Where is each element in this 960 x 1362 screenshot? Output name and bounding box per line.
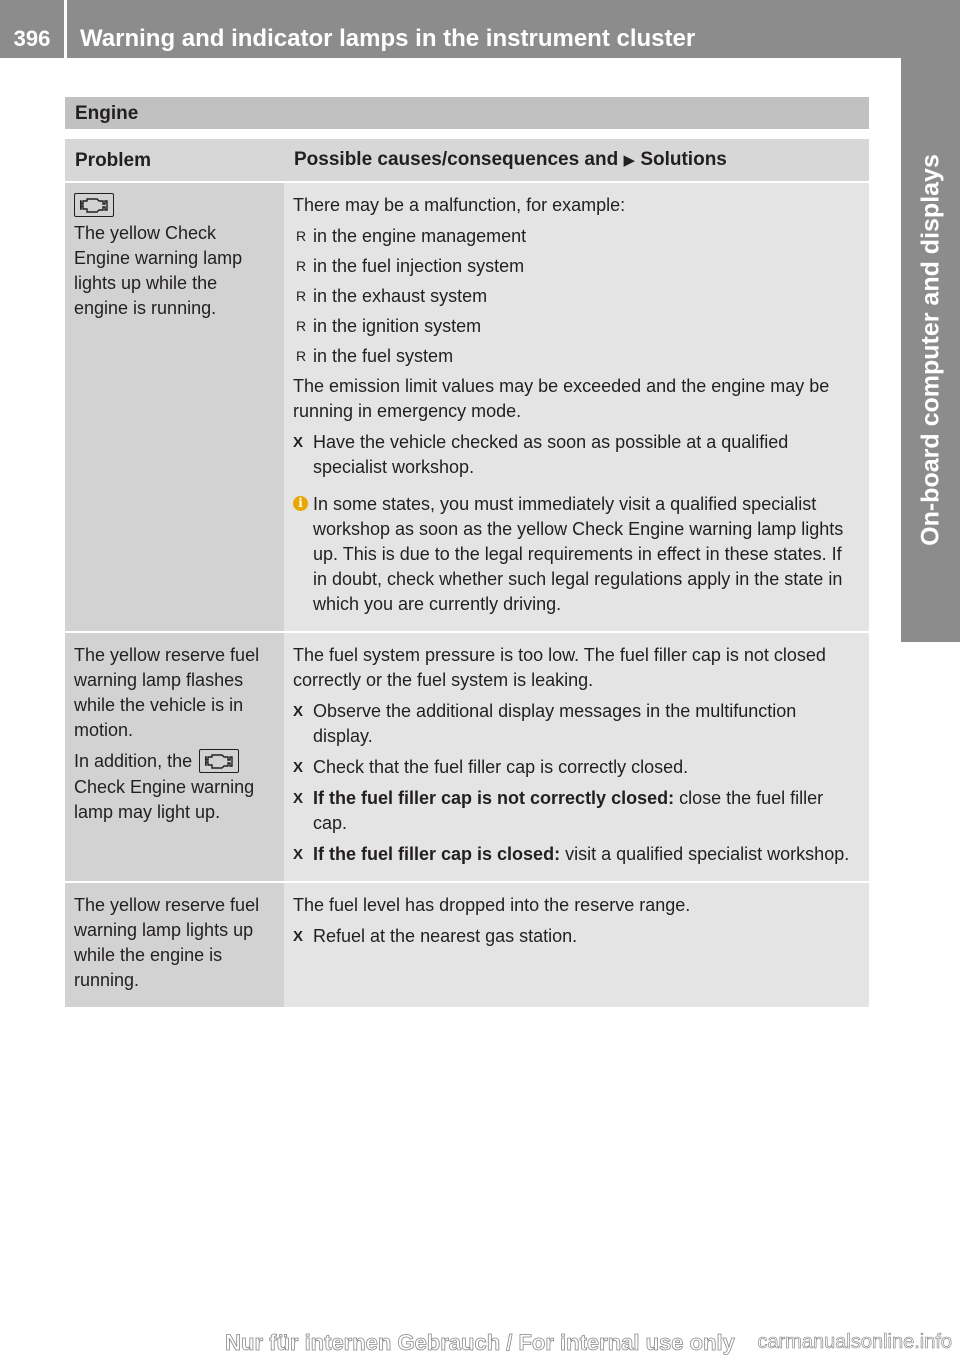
problem-note: In addition, the Check Engine warning lamp may light up. [74, 751, 255, 823]
solution-cell [284, 882, 869, 1007]
solution-cell [284, 182, 869, 632]
column-headers [65, 139, 869, 182]
chapter-label: On-board computer and displays [916, 154, 944, 546]
engine-table [65, 97, 869, 1007]
problem-text: The yellow reserve fuel warning lamp flashes while the vehicle is in motion. [74, 645, 260, 740]
watermark: Nur für internen Gebrauch / For internal use only [225, 1330, 735, 1355]
bullet-icon: R [296, 228, 307, 244]
table-row [65, 882, 869, 1007]
page-title: Warning and indicator lamps in the instrument cluster [80, 25, 696, 52]
solution-cell [284, 632, 869, 882]
bullet-icon: R [296, 348, 307, 364]
cause-intro: The fuel level has dropped into the reserve range. [293, 895, 691, 915]
list-item: R in the ignition system [293, 314, 860, 339]
cause-intro: The fuel system pressure is too low. The fuel filler cap is not closed correctly or the fuel system is leaking. [293, 645, 826, 690]
action-step: X Refuel at the nearest gas station. [293, 924, 860, 949]
problem-text: The yellow Check Engine warning lamp lights up while the engine is running. [74, 223, 243, 318]
check-engine-icon [199, 749, 239, 773]
header-divider [64, 0, 67, 58]
info-icon: i [293, 496, 308, 511]
problem-cell [65, 632, 284, 882]
list-item: R in the engine management [293, 224, 860, 249]
problem-text: The yellow reserve fuel warning lamp lights up while the engine is running. [74, 895, 260, 990]
action-step: X Have the vehicle checked as soon as possible at a qualified specialist workshop. [293, 432, 789, 477]
action-step: X Observe the additional display messages in the multifunction display. [293, 701, 797, 746]
action-step: X If the fuel filler cap is not correctly closed: close the fuel filler cap. [293, 788, 824, 833]
section-title: Engine [65, 97, 869, 129]
table-row [65, 182, 869, 632]
action-x-icon: X [293, 846, 304, 863]
page-number: 396 [13, 26, 51, 51]
action-x-icon: X [293, 434, 304, 451]
section-header [65, 97, 869, 129]
problem-cell [65, 882, 284, 1007]
table-row [65, 632, 869, 882]
list-item: R in the fuel injection system [293, 254, 860, 279]
action-x-icon: X [293, 928, 304, 945]
bullet-icon: R [296, 258, 307, 274]
list-item: R in the fuel system [293, 344, 860, 369]
list-item: R in the exhaust system [293, 284, 860, 309]
play-arrow-icon: ▶ [623, 152, 636, 169]
action-x-icon: X [293, 759, 304, 776]
site-watermark: carmanualsonline.info [757, 1331, 952, 1353]
info-note: i In some states, you must immediately visit a qualified specialist workshop as soon as the yellow Check Engine warning lamp lights up. This is due to the legal requirements in effect in these states. If in doubt, check whether such legal regulations apply in the state in which you are currently driving. [293, 492, 860, 617]
page-header-bar [0, 0, 960, 58]
cause-list [293, 224, 860, 369]
action-x-icon: X [293, 703, 304, 720]
cause-intro: There may be a malfunction, for example: [293, 195, 626, 215]
check-engine-icon [74, 193, 114, 217]
chapter-side-tab [901, 58, 960, 642]
consequence-text: The emission limit values may be exceeded and the engine may be running in emergency mode. [293, 376, 830, 421]
column-header-solutions: Possible causes/consequences and ▶ Solutions [284, 139, 869, 182]
problem-cell [65, 182, 284, 632]
action-step: X If the fuel filler cap is closed: visit a qualified specialist workshop. [293, 842, 860, 867]
bullet-icon: R [296, 318, 307, 334]
bullet-icon: R [296, 288, 307, 304]
column-header-problem: Problem [65, 139, 284, 182]
action-step: X Check that the fuel filler cap is correctly closed. [293, 755, 860, 780]
action-x-icon: X [293, 790, 304, 807]
